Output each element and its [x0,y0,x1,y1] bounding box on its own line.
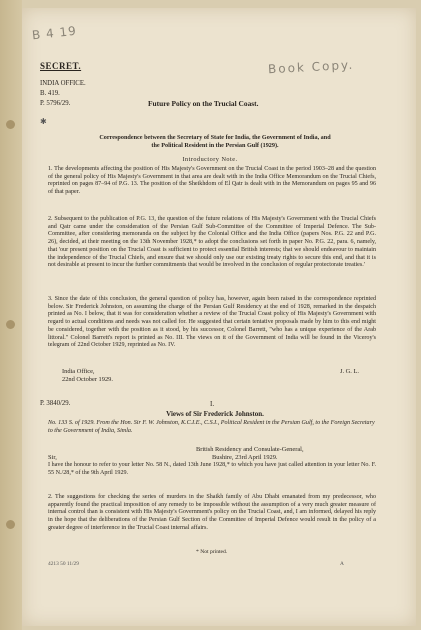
signature-mark: A [340,561,344,567]
office-label: INDIA OFFICE. [40,80,86,87]
signoff-office: India Office, [62,368,95,375]
pencil-reference-annotation: B 4 19 [31,23,78,43]
paragraph-2: 2. Subsequent to the publication of P.G. 13, the question of the future relations of His Majesty's Government with the Trucial Chiefs and Qatr came under the consideration of the Persian Gulf Sub-Committee of the Committee of Imperial Defence. The Sub-Committee, after considering memoranda on the subject by the Colonial Office and the India Office (papers Nos. P.G. 22 and P.G. 26), decided, at their meeting on the 13th November 1928,* to adopt the conclusions set forth in paper No. P.G. 22, para. 6, namely, that 'our present position on the Trucial Coast is sufficient to protect essential British interests; that we should endeavour to maintain the independence of the Trucial Chiefs, and ensure that we should only use our existing treaty rights to secure this end, and that it is not desirable at present to incur the further commitments that would be involved in the conclusion of regular protectorate treaties.' [48,216,376,269]
signoff-date: 22nd October 1929. [62,376,113,383]
salutation: Sir, [48,454,57,461]
binding-hole [6,320,15,329]
paragraph-1: 1. The developments affecting the position of His Majesty's Government on the Trucial Coast in the period 1903–28 and the question of the general policy of His Majesty's Government in that area are dealt with in the India Office Memorandum on the Trucial Chiefs, reprinted on pages 87–94 of P.G. 13. The position of the Sheikhdom of El Qatr is dealt with in the Memorandum on pages 95 and 96 of that paper. [48,166,376,196]
introductory-note-heading: Introductory Note. [182,156,238,163]
section-p-number: P. 3840/29. [40,400,71,407]
document-title: Future Policy on the Trucial Coast. [148,99,259,108]
despatch-place-date: Bushire, 23rd April 1929. [212,454,278,461]
printer-mark: 4213 50 11/29 [48,561,79,567]
section-roman-numeral: I. [210,400,215,408]
signoff-initials: J. G. L. [340,368,359,375]
asterisk-mark: ✱ [40,117,47,126]
correspondence-heading-line-2: the Political Resident in the Persian Gulf (1929). [151,142,279,149]
correspondence-heading-line-1: Correspondence between the Secretary of State for India, the Government of India, and [99,134,331,141]
secret-label: SECRET. [40,61,82,71]
book-copy-annotation: Book Copy. [267,57,355,77]
binding-hole [6,520,15,529]
binding-hole [6,120,15,129]
p-number: P. 5796/29. [40,100,71,107]
despatch-heading: No. 133 S. of 1929. From the Hon. Sir F. W. Johnston, K.C.I.E., C.S.I., Political Resident in the Persian Gulf, to the Foreign Secretary to the Government of India, Simla. [48,420,375,434]
paragraph-3: 3. Since the date of this conclusion, the general question of policy has, however, again been raised in the correspondence reprinted below. Sir Frederick Johnston, on assuming the charge of the Persian Gulf Residency at the end of 1928, remarked in the despatch printed as No. I below, that it was for consideration whether a review of the Trucial Coast policy of His Majesty's Government with regard to actual conditions and needs was not called for. He suggested that certain tentative proposals made by him to this end might be considered, together with the position as it stood, by his successor, Colonel Barrett, "who has a unique experience of the Arab littoral." Colonel Barrett's report is printed as No. III. The views on it of the Government of India will be found in the Viceroy's telegram of 22nd October 1929, reprinted as No. IV. [48,296,376,349]
b-number: B. 419. [40,90,60,97]
letter-paragraph-1: I have the honour to refer to your letter No. 58 N., dated 13th June 1928,* to which you have just called attention in your letter No. F. 55 N./28,* of the 9th April 1929. [48,462,376,476]
footnote: * Not printed. [196,549,228,555]
letter-paragraph-2: 2. The suggestions for checking the series of murders in the Shaikh family of Abu Dhabi emanated from my predecessor, who apparently found the practical imposition of any remedy to be impossible without the assumption of a very much greater measure of internal control than is consistent with His Majesty's Government's policy on the Trucial Coast, and, I am informed, delayed his reply in the hope that the deliberations of the Persian Gulf Section of the Committee of Imperial Defence would result in the policy of a greater degree of interference in the Trucial Coast internal affairs. [48,494,376,531]
section-title: Views of Sir Frederick Johnston. [166,410,264,418]
despatch-place: British Residency and Consulate-General, [196,446,304,453]
binding-strip [0,0,22,630]
